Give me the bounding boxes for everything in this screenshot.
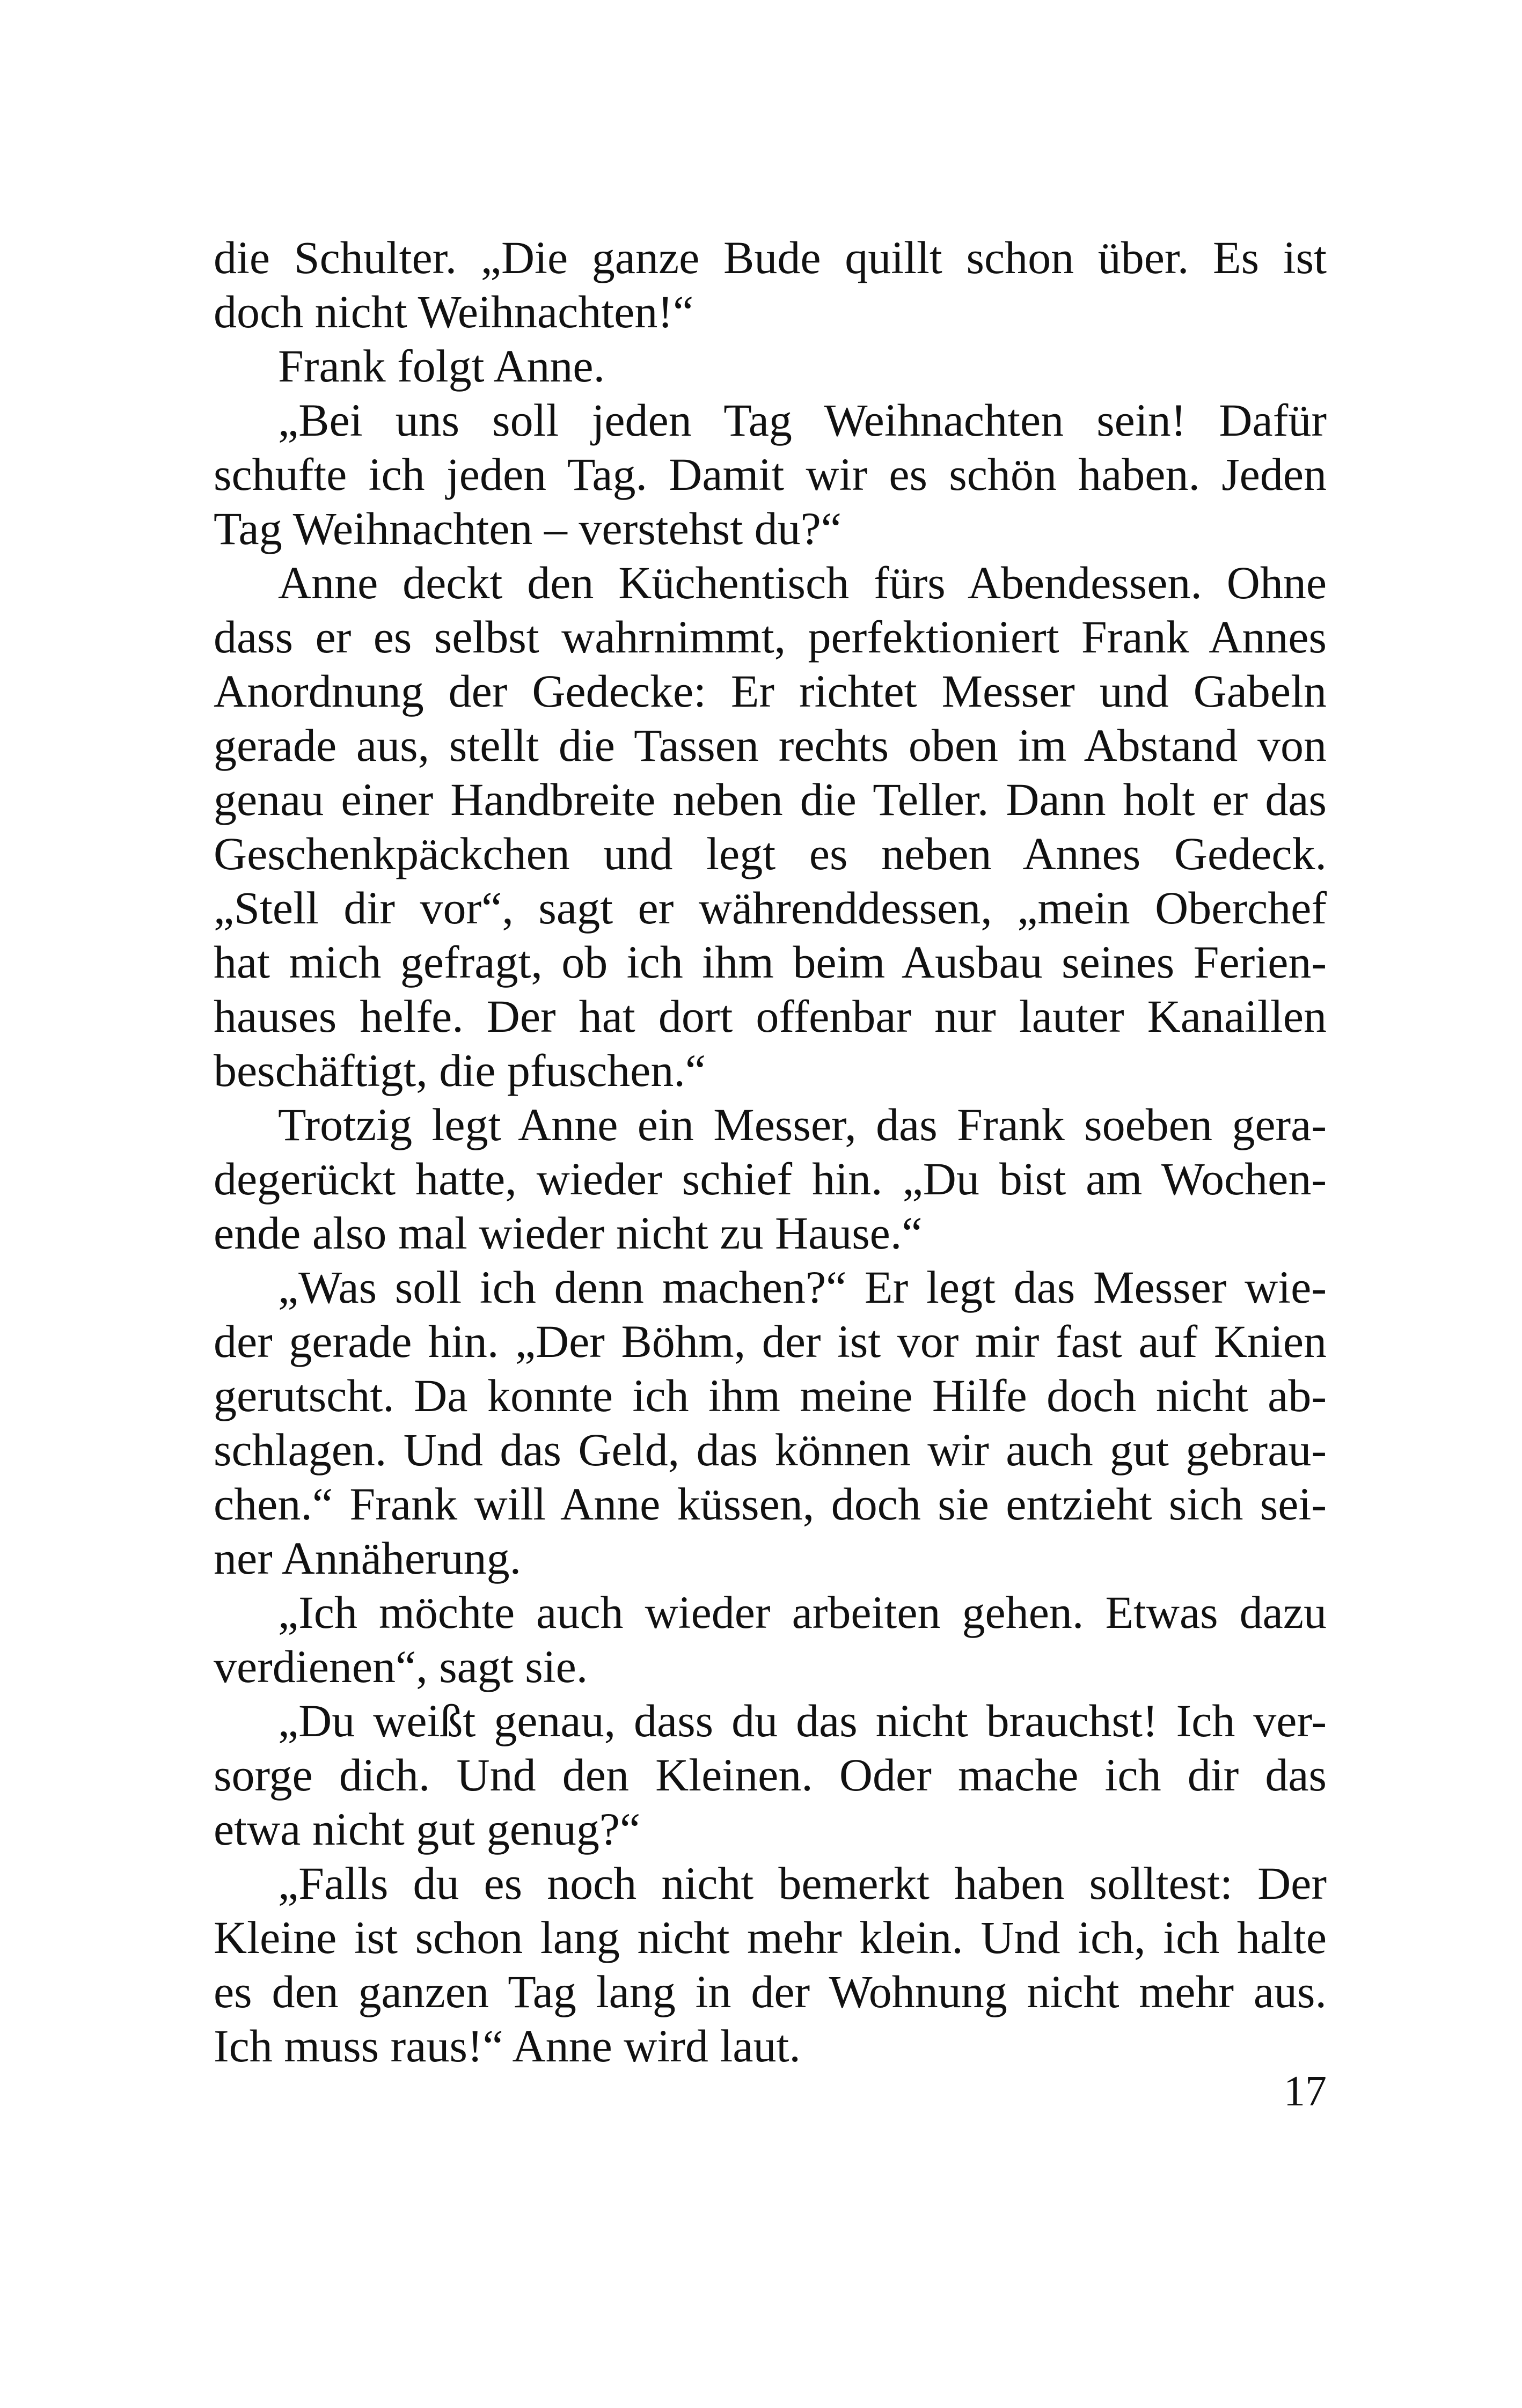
text-line: Frank folgt Anne. [278, 340, 605, 392]
text-line: „Ich möchte auch wieder arbeiten gehen. Etwas dazu [278, 1587, 1327, 1638]
text-line: Kleine ist schon lang nicht mehr klein. Und ich, ich halte [214, 1912, 1327, 1963]
text-line: verdienen“, sagt sie. [214, 1641, 588, 1692]
page-number: 17 [1284, 2068, 1327, 2115]
text-line: etwa nicht gut genug?“ [214, 1803, 641, 1855]
text-line: Geschenkpäckchen und legt es neben Annes Gedeck. [214, 828, 1327, 879]
text-line: „Falls du es noch nicht bemerkt haben solltest: Der [278, 1858, 1327, 1909]
text-line: der gerade hin. „Der Böhm, der ist vor mir fast auf Knien [214, 1316, 1327, 1367]
text-line: hauses helfe. Der hat dort offenbar nur lauter Kanaillen [214, 990, 1327, 1042]
text-line: Tag Weihnachten – verstehst du?“ [214, 503, 842, 554]
text-line: beschäftigt, die pfuschen.“ [214, 1045, 706, 1096]
text-line: „Was soll ich denn machen?“ Er legt das Messer wie- [278, 1261, 1327, 1313]
text-line: chen.“ Frank will Anne küssen, doch sie entzieht sich sei- [214, 1478, 1327, 1530]
text-line: ende also mal wieder nicht zu Hause.“ [214, 1207, 923, 1259]
text-line: schufte ich jeden Tag. Damit wir es schön haben. Jeden [214, 449, 1327, 500]
text-line: „Du weißt genau, dass du das nicht brauchst! Ich ver- [278, 1695, 1327, 1746]
text-line: dass er es selbst wahrnimmt, perfektioniert Frank Annes [214, 611, 1327, 663]
text-line: Ich muss raus!“ Anne wird laut. [214, 2020, 801, 2072]
text-line: „Stell dir vor“, sagt er währenddessen, „mein Oberchef [214, 882, 1327, 934]
text-line: schlagen. Und das Geld, das können wir auch gut gebrau- [214, 1424, 1327, 1475]
text-line: Trotzig legt Anne ein Messer, das Frank soeben gera- [278, 1099, 1327, 1150]
text-line: sorge dich. Und den Kleinen. Oder mache ich dir das [214, 1749, 1327, 1801]
text-line: degerückt hatte, wieder schief hin. „Du bist am Wochen- [214, 1153, 1327, 1205]
text-line: gerutscht. Da konnte ich ihm meine Hilfe doch nicht ab- [214, 1370, 1327, 1421]
text-line: genau einer Handbreite neben die Teller. Dann holt er das [214, 774, 1327, 825]
text-line: hat mich gefragt, ob ich ihm beim Ausbau seines Ferien- [214, 936, 1327, 988]
text-line: Anordnung der Gedecke: Er richtet Messer und Gabeln [214, 665, 1327, 717]
text-line: es den ganzen Tag lang in der Wohnung nicht mehr aus. [214, 1966, 1327, 2017]
text-line: gerade aus, stellt die Tassen rechts oben im Abstand von [214, 720, 1327, 771]
text-line: die Schulter. „Die ganze Bude quillt schon über. Es ist [214, 232, 1327, 283]
body-text [214, 231, 1327, 2073]
text-line: Anne deckt den Küchentisch fürs Abendessen. Ohne [278, 557, 1327, 608]
text-line: doch nicht Weihnachten!“ [214, 286, 694, 337]
text-line: ner Annäherung. [214, 1532, 522, 1584]
text-line: „Bei uns soll jeden Tag Weihnachten sein! Dafür [278, 394, 1327, 446]
